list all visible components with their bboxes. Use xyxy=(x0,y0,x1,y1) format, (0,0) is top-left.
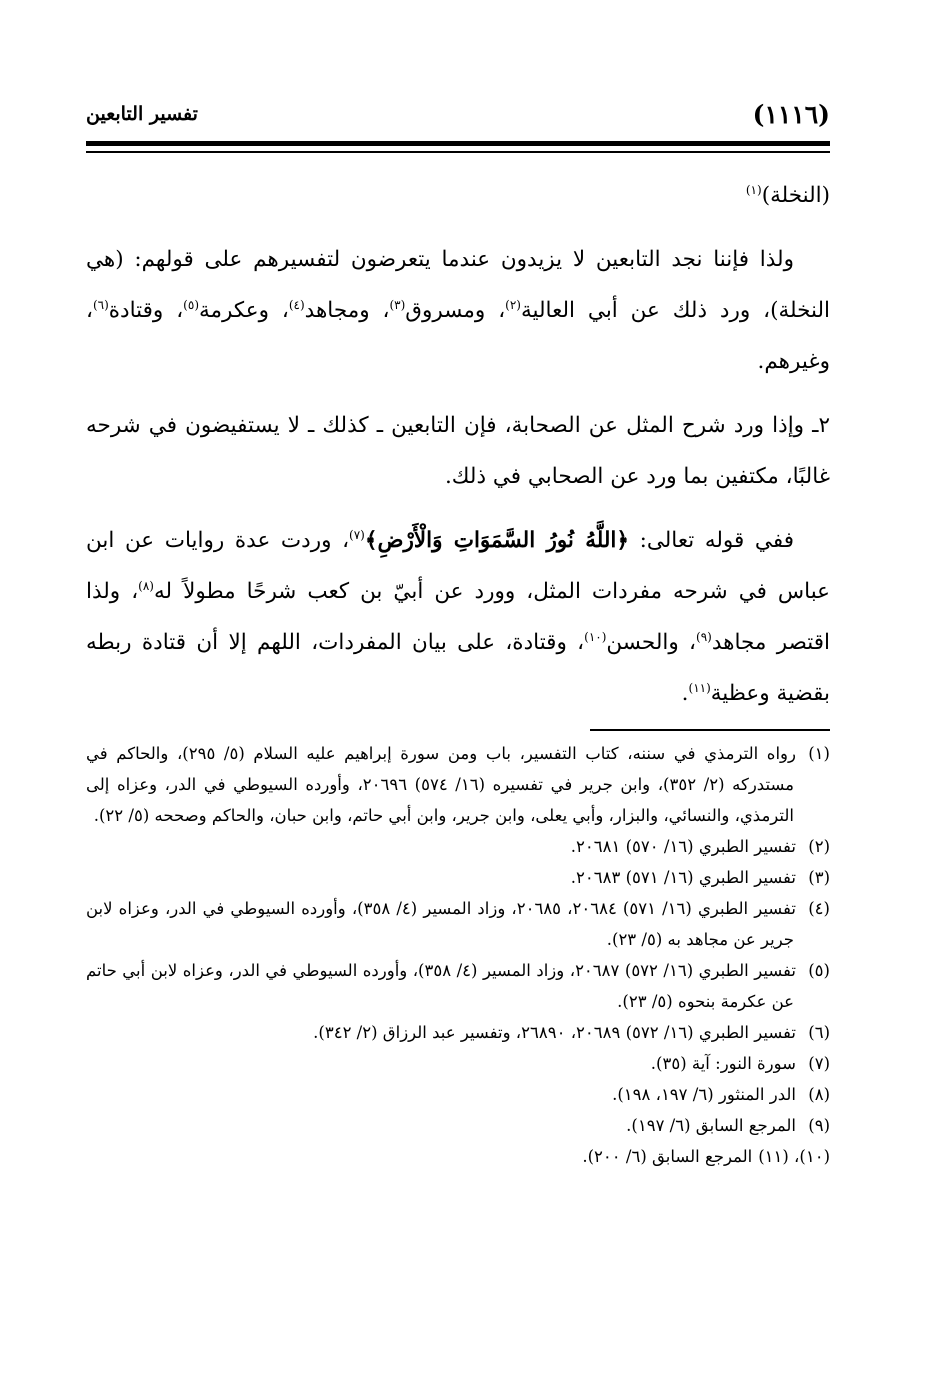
header-rule xyxy=(86,141,830,146)
footnote-text: المرجع السابق (٦/ ١٩٧). xyxy=(626,1116,796,1135)
text-run: ، وغيرهم. xyxy=(86,298,830,374)
footnote xyxy=(86,1048,830,1079)
footnote xyxy=(86,893,830,955)
footnote-ref: (٨) xyxy=(138,578,154,593)
quran-verse: ﴿اللَّهُ نُورُ السَّمَوَاتِ وَالْأَرْضِ﴾ xyxy=(364,528,629,553)
footnote-number: (١) xyxy=(808,744,830,763)
footnote-ref: (٩) xyxy=(696,629,712,644)
footnote-text: تفسير الطبري (١٦/ ٥٧٢) ٢٠٦٨٩، ٢٦٨٩٠، وتفسير عبد الرزاق (٢/ ٣٤٢). xyxy=(313,1023,796,1042)
footnote xyxy=(86,862,830,893)
page-header xyxy=(86,98,830,130)
footnote-ref: (٦) xyxy=(92,297,109,312)
footnote xyxy=(86,1110,830,1141)
text-run: ، ولذا اقتصر مجاهد xyxy=(86,579,830,655)
footnotes xyxy=(86,738,830,1172)
footnote-ref: (٢) xyxy=(505,297,521,312)
footnote-number: (٩) xyxy=(808,1116,830,1135)
footnote-text: تفسير الطبري (١٦/ ٥٧٢) ٢٠٦٨٧، وزاد المسير (٤/ ٣٥٨)، وأورده السيوطي في الدر، وعزاه لابن أبي حاتم عن عكرمة بنحوه (٥/ ٢٣). xyxy=(86,961,796,1011)
footnote-number: (٧) xyxy=(808,1054,830,1073)
footnote xyxy=(86,831,830,862)
paragraph xyxy=(86,234,830,387)
footnote-text: تفسير الطبري (١٦/ ٥٧١) ٢٠٦٨٤، ٢٠٦٨٥، وزاد المسير (٤/ ٣٥٨)، وأورده السيوطي في الدر، وعزاه لابن جرير عن مجاهد به (٥/ ٢٣). xyxy=(86,899,796,949)
footnote-number: (١٠)، (١١) xyxy=(758,1147,830,1166)
footnote-ref: (٧) xyxy=(349,527,365,542)
footnote xyxy=(86,738,830,831)
text-run: ولذا فإننا نجد التابعين لا يزيدون عندما يتعرضون لتفسيرهم على قولهم: (هي النخلة)، ورد ذلك عن أبي العالية xyxy=(86,247,831,323)
footnote-number: (٣) xyxy=(808,868,830,887)
text-run: (النخلة) xyxy=(761,183,830,208)
text-run: ، وقتادة xyxy=(108,298,184,323)
running-title: تفسير التابعين xyxy=(86,103,198,125)
text-run: ، والحسن xyxy=(606,630,697,655)
footnote-ref: (١٠) xyxy=(584,629,607,644)
footnote-ref: (٣) xyxy=(389,297,406,312)
header-rule-thin xyxy=(86,151,830,153)
footnote-text: تفسير الطبري (١٦/ ٥٧٠) ٢٠٦٨١. xyxy=(570,837,796,856)
footnote xyxy=(86,955,830,1017)
footnote-number: (٦) xyxy=(808,1023,830,1042)
footnote xyxy=(86,1017,830,1048)
footnote xyxy=(86,1079,830,1110)
text-run: ، ومسروق xyxy=(405,298,506,323)
text-run: ، وقتادة، على بيان المفردات، اللهم إلا أن قتادة ربطه بقضية وعظية xyxy=(86,630,830,706)
footnote-text: الدر المنثور (٦/ ١٩٧، ١٩٨). xyxy=(612,1085,796,1104)
footnote-ref: (٤) xyxy=(288,297,305,312)
footnote-number: (٢) xyxy=(808,837,830,856)
text-run: ، وعكرمة xyxy=(199,298,289,323)
main-text xyxy=(86,170,830,732)
text-run: ، وردت عدة روايات عن ابن عباس في شرحه مفردات المثل، وورد عن أبيّ بن كعب شرحًا مطولاً له xyxy=(86,528,831,604)
footnote-number: (٥) xyxy=(808,961,830,980)
footnote-number: (٨) xyxy=(808,1085,830,1104)
footnote-text: رواه الترمذي في سننه، كتاب التفسير، باب ومن سورة إبراهيم عليه السلام (٥/ ٢٩٥)، والحاكم في مستدركه (٢/ ٣٥٢)، وابن جرير في تفسيره (١٦/ ٥٧٤) ٢٠٦٩٦، وأورده السيوطي في الدر، وعزاه إلى الترمذي، والنسائي، والبزار، وأبي يعلى، وابن جرير، وابن أبي حاتم، وابن حبان، والحاكم وصححه (٥/ ٢٢). xyxy=(86,744,796,825)
footnote-text: المرجع السابق (٦/ ٢٠٠). xyxy=(582,1147,753,1166)
page-number: (١١١٦) xyxy=(752,99,830,129)
paragraph-continuation xyxy=(86,170,830,221)
footnote-text: تفسير الطبري (١٦/ ٥٧١) ٢٠٦٨٣. xyxy=(570,868,796,887)
footnote xyxy=(86,1141,830,1172)
text-run: ، ومجاهد xyxy=(304,298,390,323)
footnote-text: سورة النور: آية (٣٥). xyxy=(650,1054,796,1073)
footnote-ref: (٥) xyxy=(183,297,199,312)
footnote-rule xyxy=(590,729,830,731)
text-run: . xyxy=(681,681,689,706)
text-run: ففي قوله تعالى: xyxy=(628,528,794,553)
footnote-ref: (١) xyxy=(745,182,762,197)
paragraph: ٢ـ وإذا ورد شرح المثل عن الصحابة، فإن التابعين ـ كذلك ـ لا يستفيضون في شرحه غالبًا، مكتفين بما ورد عن الصحابي في ذلك. xyxy=(86,413,830,489)
footnote-ref: (١١) xyxy=(688,680,711,695)
paragraph xyxy=(86,515,830,719)
footnote-number: (٤) xyxy=(808,899,830,918)
